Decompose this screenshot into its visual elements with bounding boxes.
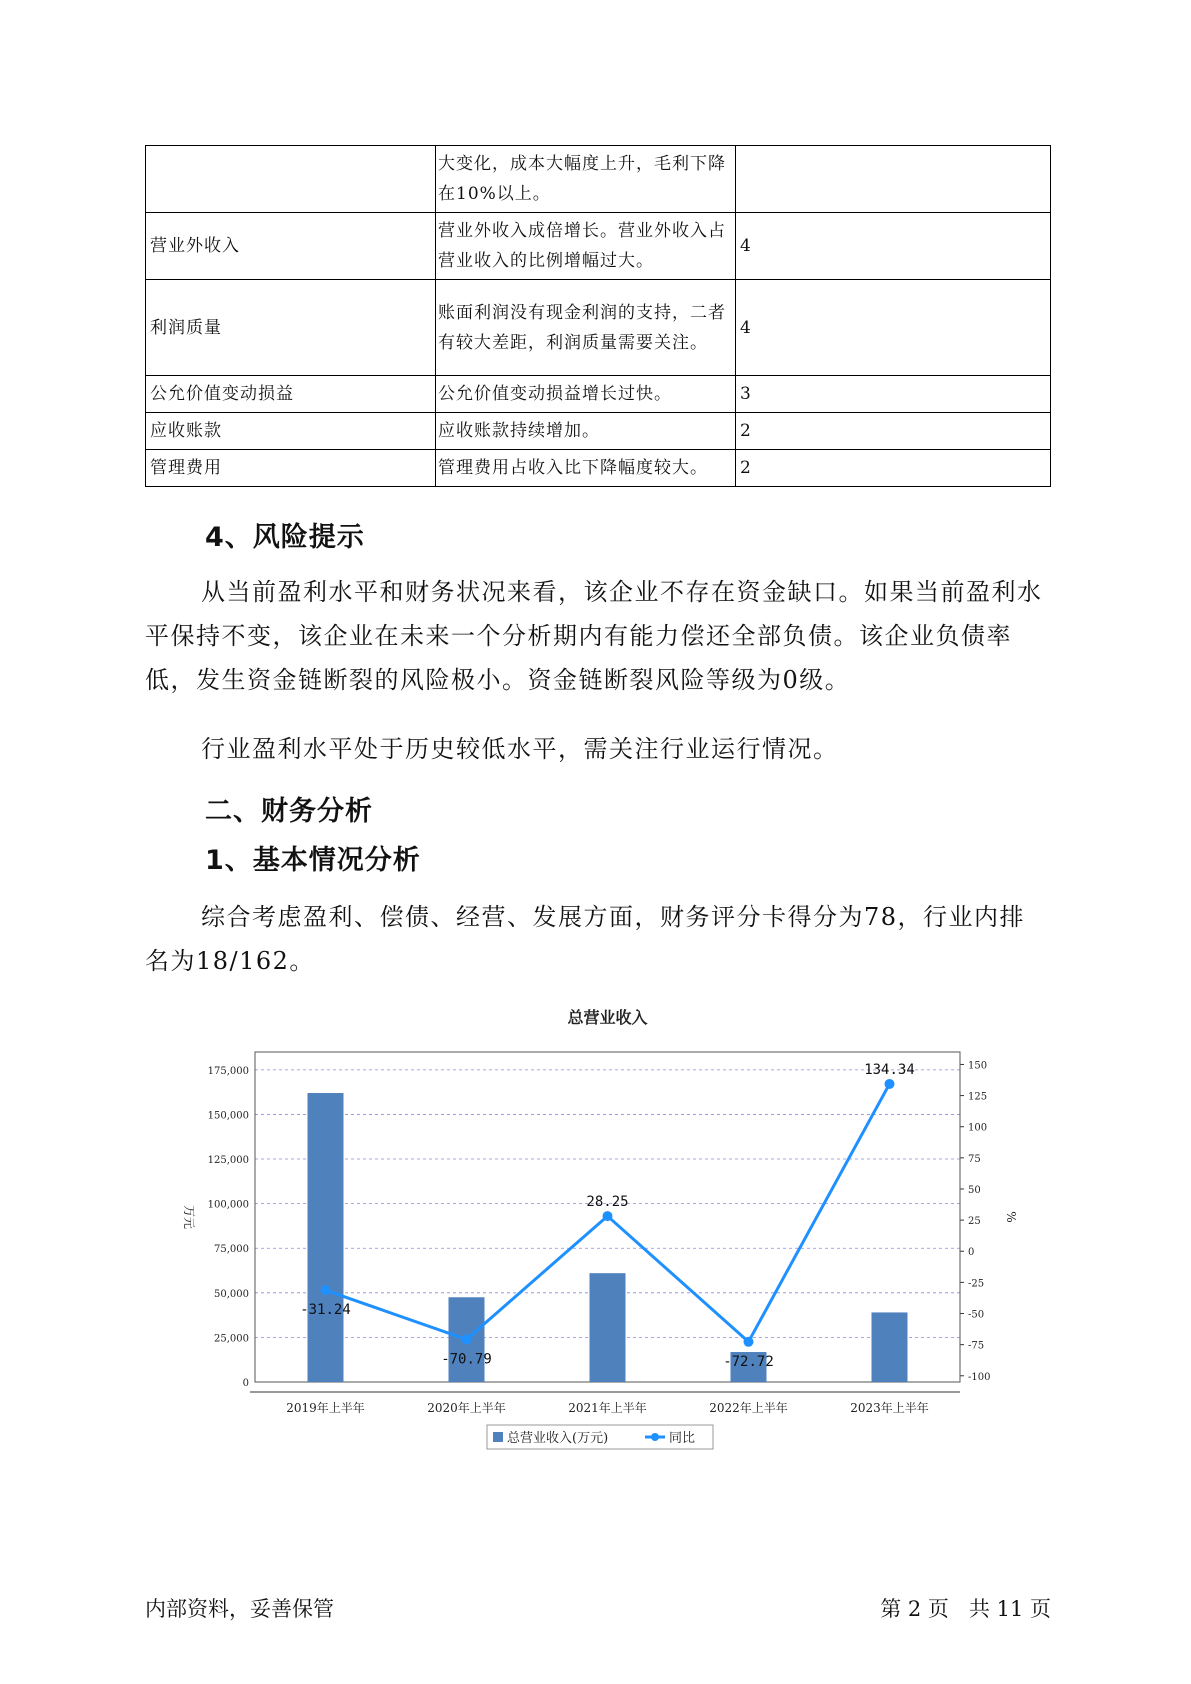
legend-line-marker	[651, 1433, 659, 1441]
risk-item-cell: 应收账款	[146, 413, 436, 450]
y-right-tick-label: 75	[968, 1153, 981, 1165]
legend-bar-swatch	[493, 1432, 503, 1442]
risk-description-cell: 大变化，成本大幅度上升，毛利下降在10%以上。	[436, 146, 736, 213]
legend-bar-label: 总营业收入(万元)	[507, 1431, 609, 1446]
score-paragraph: 综合考虑盈利、偿债、经营、发展方面，财务评分卡得分为78，行业内排名为18/162。	[145, 903, 1026, 975]
risk-score-cell: 4	[736, 213, 1051, 280]
yoy-data-label: -31.24	[300, 1302, 351, 1319]
y-left-tick-label: 0	[242, 1378, 249, 1389]
footer-confidential: 内部资料，妥善保管	[145, 1597, 334, 1621]
section-heading-financial: 二、财务分析	[205, 796, 373, 827]
table-row	[146, 413, 1051, 450]
y-left-tick-label: 25,000	[214, 1333, 249, 1345]
y-left-tick-label: 150,000	[207, 1110, 249, 1122]
chart-title: 总营业收入	[567, 1008, 648, 1027]
y-right-tick-label: -25	[968, 1278, 985, 1290]
revenue-chart	[182, 1005, 1030, 1490]
risk-description-cell: 公允价值变动损益增长过快。	[436, 376, 736, 413]
risk-description-cell: 营业外收入成倍增长。营业外收入占营业收入的比例增幅过大。	[436, 213, 736, 280]
yoy-point	[744, 1337, 754, 1347]
y-left-tick-label: 175,000	[207, 1065, 249, 1077]
legend-line-label: 同比	[669, 1431, 696, 1446]
y-left-tick-label: 100,000	[207, 1199, 249, 1211]
x-tick-label: 2020年上半年	[427, 1401, 506, 1415]
table-row	[146, 376, 1051, 413]
risk-item-cell	[146, 146, 436, 213]
x-tick-label: 2022年上半年	[709, 1401, 788, 1415]
yoy-data-label: -72.72	[723, 1353, 774, 1370]
y-right-tick-label: -100	[968, 1371, 991, 1383]
table-row	[146, 280, 1051, 376]
subsection-heading-basic: 1、基本情况分析	[205, 845, 421, 876]
y-right-axis-label: %	[1004, 1211, 1018, 1223]
risk-item-cell: 利润质量	[146, 280, 436, 376]
y-right-tick-label: 150	[968, 1060, 988, 1072]
revenue-bar	[590, 1273, 626, 1382]
yoy-data-label: -70.79	[441, 1351, 492, 1368]
risk-description-cell: 管理费用占收入比下降幅度较大。	[436, 450, 736, 487]
footer-page-number: 第 2 页 共 11 页	[880, 1597, 1051, 1621]
yoy-point	[603, 1211, 613, 1221]
y-right-tick-label: -75	[968, 1340, 985, 1352]
risk-paragraph-1: 从当前盈利水平和财务状况来看，该企业不存在资金缺口。如果当前盈利水平保持不变，该企业在未来一个分析期内有能力偿还全部负债。该企业负债率低，发生资金链断裂的风险极小。资金链断裂风险等级为0级。	[145, 578, 1043, 694]
table-row	[146, 213, 1051, 280]
risk-score-cell: 4	[736, 280, 1051, 376]
x-tick-label: 2021年上半年	[568, 1401, 647, 1415]
risk-item-cell: 管理费用	[146, 450, 436, 487]
x-tick-label: 2023年上半年	[850, 1401, 929, 1415]
table-row	[146, 146, 1051, 213]
risk-description-cell: 账面利润没有现金利润的支持，二者有较大差距，利润质量需要关注。	[436, 280, 736, 376]
y-left-tick-label: 50,000	[214, 1288, 249, 1300]
revenue-bar	[872, 1312, 908, 1382]
yoy-point	[462, 1334, 472, 1344]
risk-description-cell: 应收账款持续增加。	[436, 413, 736, 450]
y-left-axis-label: 万元	[182, 1204, 196, 1230]
yoy-data-label: 28.25	[586, 1194, 629, 1211]
risk-score-cell: 2	[736, 413, 1051, 450]
yoy-point	[321, 1285, 331, 1295]
y-right-tick-label: -50	[968, 1309, 985, 1321]
table-row	[146, 450, 1051, 487]
y-left-tick-label: 125,000	[207, 1155, 249, 1167]
y-left-tick-label: 75,000	[214, 1244, 249, 1256]
y-right-tick-label: 0	[968, 1247, 975, 1259]
yoy-point	[885, 1079, 895, 1089]
risk-table	[145, 145, 1051, 487]
section-heading-risk: 4、风险提示	[205, 522, 365, 553]
y-right-tick-label: 50	[968, 1184, 981, 1196]
y-right-tick-label: 25	[968, 1216, 981, 1228]
risk-score-cell: 2	[736, 450, 1051, 487]
risk-item-cell: 公允价值变动损益	[146, 376, 436, 413]
x-tick-label: 2019年上半年	[286, 1401, 365, 1415]
risk-paragraph-2: 行业盈利水平处于历史较低水平，需关注行业运行情况。	[201, 735, 839, 763]
revenue-bar	[308, 1093, 344, 1382]
y-right-tick-label: 125	[968, 1091, 988, 1103]
risk-score-cell: 3	[736, 376, 1051, 413]
y-right-tick-label: 100	[968, 1122, 988, 1134]
risk-score-cell	[736, 146, 1051, 213]
risk-item-cell: 营业外收入	[146, 213, 436, 280]
yoy-data-label: 134.34	[864, 1061, 915, 1078]
